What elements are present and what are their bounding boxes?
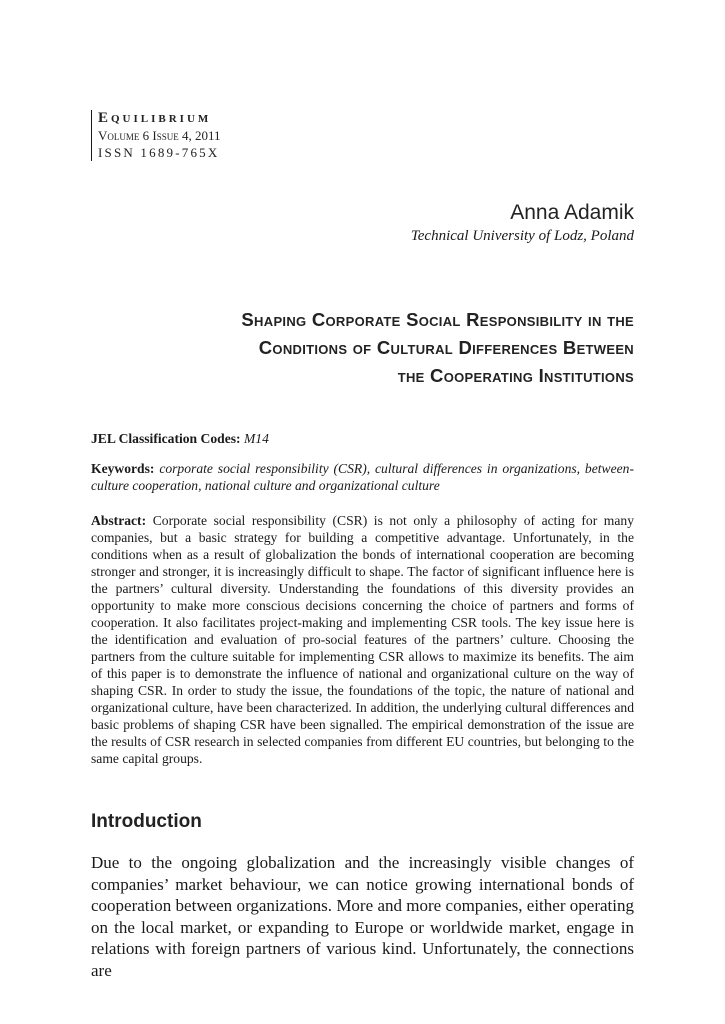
title-line-2: Conditions of Cultural Differences Between bbox=[258, 337, 634, 358]
journal-issn: ISSN 1689-765X bbox=[98, 145, 220, 160]
jel-codes bbox=[91, 430, 634, 447]
abstract-text: Corporate social responsibility (CSR) is not only a philosophy of acting for many companies, but a basic strategy for building a competitive advantage. Unfortunately, in the conditions when as a result of globalization the bonds of international cooperation are becoming stronger and stronger, it is increasingly difficult to shape. The factor of significant influence here is the partners’ cultural diversity. Understanding the foundations of this diversity provides an opportunity to make more conscious decisions concerning the choice of partners and forms of cooperation. It also facilitates project-making and implementing CSR tools. The key issue here is the identification and evaluation of pro-social features of the partners’ culture. Choosing the partners from the culture suitable for implementing CSR allows to maximize its benefits. The aim of this paper is to demonstrate the influence of national and organizational culture on the way of shaping CSR. In order to study the issue, the foundations of the topic, the nature of national and organizational culture, have been characterized. In addition, the underlying cultural differences and basic problems of shaping CSR have been signalled. The empirical demonstration of the issue are the results of CSR research in selected companies from different EU countries, but belonging to the same capital groups. bbox=[91, 513, 634, 766]
journal-name: Equilibrium bbox=[98, 110, 212, 126]
abstract bbox=[91, 512, 634, 767]
keywords bbox=[91, 460, 634, 494]
abstract-label: Abstract: bbox=[91, 513, 147, 528]
author-affiliation: Technical University of Lodz, Poland bbox=[410, 228, 634, 244]
title-line-3: the Cooperating Institutions bbox=[397, 365, 634, 386]
title-line-1: Shaping Corporate Social Responsibility in the bbox=[241, 309, 634, 330]
introduction-heading: Introduction bbox=[91, 811, 202, 832]
author-name: Anna Adamik bbox=[510, 201, 634, 224]
keywords-label: Keywords: bbox=[91, 461, 155, 476]
jel-value: M14 bbox=[243, 431, 269, 446]
journal-header bbox=[91, 110, 221, 161]
author-block bbox=[411, 199, 634, 245]
paper-title bbox=[114, 306, 634, 390]
jel-label: JEL Classification Codes: bbox=[91, 431, 241, 446]
journal-volume-issue: Volume 6 Issue 4, 2011 bbox=[98, 128, 221, 143]
introduction-paragraph: Due to the ongoing globalization and the increasingly visible changes of companies’ market behaviour, we can notice growing international bonds of cooperation between organizations. More and more companies, either operating on the local market, or expanding to Europe or worldwide market, engage in relations with foreign partners of various kind. Unfortunately, the connections are bbox=[91, 853, 634, 980]
keywords-value: corporate social responsibility (CSR), cultural differences in organizations, between-culture cooperation, national culture and organizational culture bbox=[91, 461, 634, 493]
